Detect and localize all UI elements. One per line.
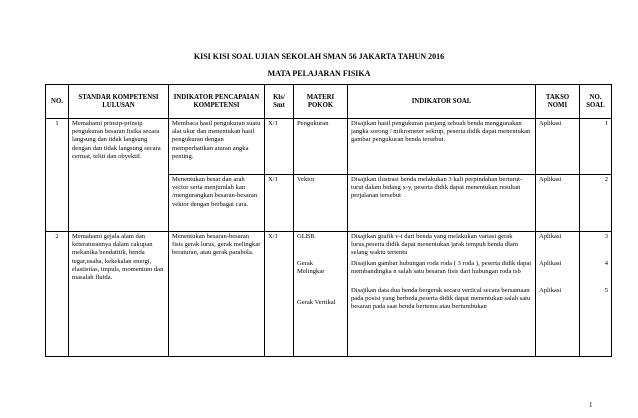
materi-cell: Pengukuran xyxy=(294,119,348,175)
table-row xyxy=(46,232,612,357)
skl-cell: Memahami prinsip-prinsip pengukuran besaran fisika secara langsung dan tidak langsung dengan dan tidak langsung secara cermat, teliti dan obyektif. xyxy=(69,119,169,232)
kelas-cell: X/1 xyxy=(265,175,294,232)
column-header-materi: MATERI POKOK xyxy=(294,85,348,119)
ipk-cell: Menentukan besar dan arah vector serta menjumlah kan /mengurangkan besaran-besaran vektor dengan berbagai cara. xyxy=(169,175,265,232)
taksonomi-cell: Aplikasi xyxy=(536,119,580,175)
document-title: KISI KISI SOAL UJIAN SEKOLAH SMAN 56 JAKARTA TAHUN 2016 xyxy=(193,52,445,61)
column-header-indikator: INDIKATOR SOAL xyxy=(348,85,536,119)
no-soal-3: 3 xyxy=(604,233,608,240)
indikator-soal-cell xyxy=(348,232,536,357)
row-number: 1 xyxy=(46,119,69,232)
row-number: 2 xyxy=(46,232,69,357)
no-soal-cell: 2 xyxy=(580,175,612,232)
materi-gerak-melingkar: Gerak Melingkar xyxy=(297,260,325,276)
materi-cell: Vektor xyxy=(294,175,348,232)
kisi-kisi-table xyxy=(45,84,612,357)
skl-cell: Memahami gejala alam dan keteraturannya dalam cakupan mekanika bendatitik, benda tegar,usaha, kekekalan energi, elastisitas, impuls, momentum dan masalah fluida. xyxy=(69,232,169,357)
column-header-ipk: INDIKATOR PENCAPAIAN KOMPETENSI xyxy=(169,85,265,119)
indikator-soal-cell: Disajikan ilustrasi benda melakukan 3 kali perpindahan berturut-turut dalam bidang x-y, peserta didik dapat menentukan resultan perjalanan tersebut xyxy=(348,175,536,232)
column-header-taksonomi: TAKSO NOMI xyxy=(536,85,580,119)
column-header-no-soal: NO. SOAL xyxy=(580,85,612,119)
taksonomi-soal-5: Aplikasi xyxy=(539,287,562,294)
taksonomi-soal-3: Aplikasi xyxy=(539,233,562,240)
column-header-kls: Kls/ Smt xyxy=(265,85,294,119)
table-row xyxy=(46,119,612,175)
indikator-glbb: Disajikan grafik v-t dari benda yang melakukan variasi gerak lurus,peserta didik dapat menentukan jarak tempuh benda dlam selang waktu tertentu xyxy=(351,233,518,257)
no-soal-cell: 1 xyxy=(580,119,612,175)
ipk-cell: Menentukan besaran-besaran fisis gerak lurus, gerak melingkar beraturan, atau gerak parabola. xyxy=(169,232,265,357)
no-soal-5: 5 xyxy=(604,287,608,294)
document-subtitle: MATA PELAJARAN FISIKA xyxy=(267,69,371,78)
page-number: 1 xyxy=(589,401,593,409)
column-header-no: NO. xyxy=(46,85,69,119)
materi-cell xyxy=(294,232,348,357)
materi-glbb: GLBB xyxy=(297,233,315,240)
table-header-row xyxy=(46,85,612,119)
indikator-soal-cell: Disajikan hasil pengukuran panjang sebuah benda menggunakan jangka sorong / mikrometer sekrup, peserta didik dapat menentukan gambar pengukuran benda tersebut. xyxy=(348,119,536,175)
materi-gerak-vertikal: Gerak Vertikal xyxy=(297,299,336,306)
column-header-skl: STANDAR KOMPETENSI LULUSAN xyxy=(69,85,169,119)
taksonomi-cell xyxy=(536,232,580,357)
indikator-gerak-vertikal: Disajikan data dua benda bergerak secara vertical secara bersamaan pada posisi yang berbeda,peserta didik dapat menentukan salah satu besaran pada saat benda bertemu atau bertumbukan xyxy=(351,287,531,311)
no-soal-cell xyxy=(580,232,612,357)
taksonomi-soal-4: Aplikasi xyxy=(539,260,562,267)
kelas-cell: X/1 xyxy=(265,119,294,175)
ipk-cell: Membaca hasil pengukuran suatu alat ukur dan menentukan hasil pengukuran dengan memperhatikan aturan angka penting. xyxy=(169,119,265,175)
taksonomi-cell: Aplikasi xyxy=(536,175,580,232)
indikator-gerak-melingkar: Disajikan gambar hubungan roda roda ( 3 roda ), peserta didik dapat membandingka n salah satu besaran fisis dari hubungan roda tsb xyxy=(351,260,532,276)
no-soal-4: 4 xyxy=(604,260,608,267)
kelas-cell: X/1 xyxy=(265,232,294,357)
